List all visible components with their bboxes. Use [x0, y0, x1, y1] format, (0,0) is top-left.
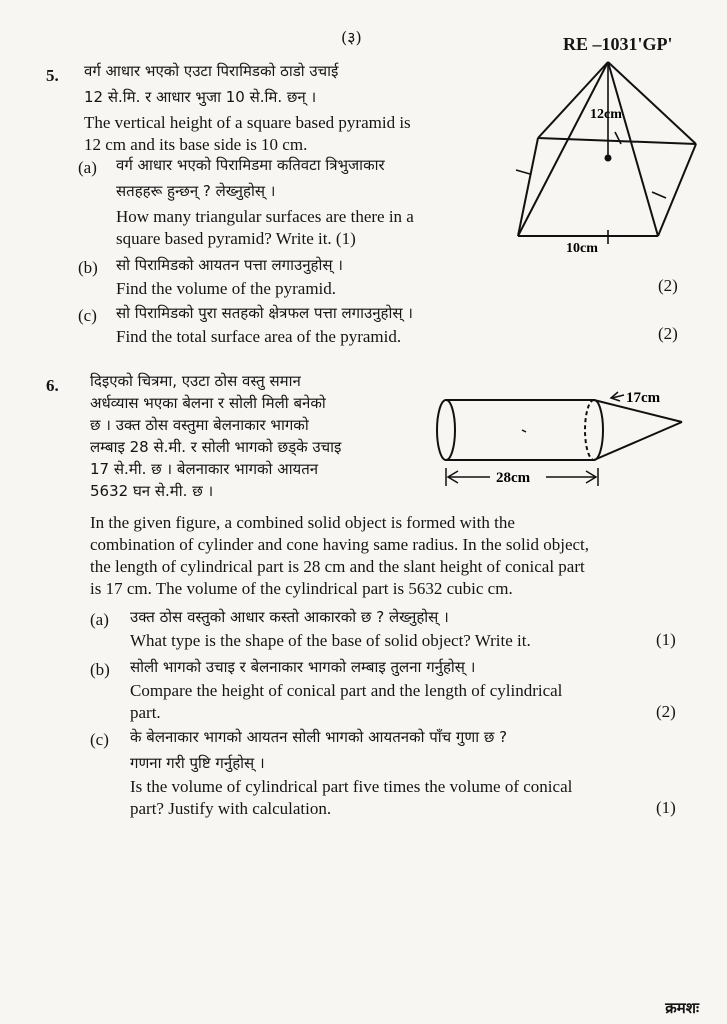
continued-marker: क्रमशः: [665, 999, 699, 1017]
pyramid-edge: [518, 62, 608, 236]
slant-height-label: 17cm: [626, 390, 661, 406]
q6a-marks: (1): [656, 630, 676, 649]
q6c-nepali-line: गणना गरी पुष्टि गर्नुहोस् ।: [130, 754, 265, 772]
cone-edge: [594, 422, 682, 460]
q5b-marks: (2): [658, 276, 678, 295]
pyramid-edge: [538, 62, 608, 138]
height-label: 12cm: [590, 107, 622, 122]
q5a-label: (a): [78, 158, 97, 177]
q6c-english-line: part? Justify with calculation.: [130, 799, 332, 818]
q6a-nepali: उक्त ठोस वस्तुको आधार कस्तो आकारको छ ? लेख्नुहोस् ।: [130, 608, 449, 626]
q6b-marks: (2): [656, 702, 676, 721]
question-6-english-intro: [90, 512, 700, 600]
pyramid-base-center: [605, 155, 612, 162]
question-5-number: 5.: [46, 66, 59, 85]
pyramid-base-edge: [518, 138, 538, 236]
q6b-english-line: part.: [130, 703, 161, 722]
q6c-nepali-line: के बेलनाकार भागको आयतन सोली भागको आयतनको पाँच गुणा छ ?: [130, 728, 508, 746]
tick-mark: [615, 132, 621, 144]
q6b-nepali: सोली भागको उचाइ र बेलनाकार भागको लम्बाइ तुलना गर्नुहोस् ।: [130, 658, 476, 676]
question-6-number: 6.: [46, 376, 59, 395]
q6a-english: What type is the shape of the base of solid object? Write it.: [130, 631, 531, 650]
q6a-text: [130, 604, 650, 652]
q6-nepali-line: 17 से.मी. छ । बेलनाकार भागको आयतन: [90, 460, 319, 478]
q6-nepali-line: छ । उक्त ठोस वस्तुमा बेलनाकार भागको: [90, 416, 309, 434]
cylinder-right-end-hidden: [585, 400, 594, 460]
q6-english-line: the length of cylindrical part is 28 cm and the slant height of conical part: [90, 557, 585, 576]
page-number: (३): [341, 28, 362, 47]
base-label: 10cm: [566, 241, 598, 256]
cylinder-cone-figure: [434, 382, 694, 492]
q6c-label: (c): [90, 730, 109, 749]
question-6-nepali-intro: [90, 370, 430, 502]
q5-english-line: 12 cm and its base side is 10 cm.: [84, 135, 308, 154]
q6c-text: [130, 724, 690, 820]
cylinder-left-end: [437, 400, 455, 460]
tick-mark: [516, 170, 530, 174]
pyramid-edge: [608, 62, 696, 144]
q6-nepali-line: 5632 घन से.मी. छ ।: [90, 482, 214, 500]
q5c-nepali: सो पिरामिडको पुरा सतहको क्षेत्रफल पत्ता लगाउनुहोस् ।: [116, 304, 413, 322]
length-label: 28cm: [496, 470, 531, 486]
pyramid-figure: [510, 52, 710, 262]
pyramid-edge: [608, 62, 658, 236]
q5c-text: [116, 300, 556, 348]
q5c-marks: (2): [658, 324, 678, 343]
q6-nepali-line: दिइएको चित्रमा, एउटा ठोस वस्तु समान: [90, 372, 301, 390]
q6c-english-line: Is the volume of cylindrical part five times the volume of conical: [130, 777, 573, 796]
q6c-marks: (1): [656, 798, 676, 817]
paper-code: RE –1031'GP': [563, 34, 673, 54]
question-5-stem: [84, 58, 504, 156]
q5a-nepali-line: सतहहरू हुन्छन् ? लेख्नुहोस् ।: [116, 182, 276, 200]
tick-mark: [652, 192, 666, 198]
q5c-label: (c): [78, 306, 97, 325]
q5-nepali-line: 12 से.मि. र आधार भुजा 10 से.मि. छन् ।: [84, 88, 317, 106]
q6-english-line: In the given figure, a combined solid object is formed with the: [90, 513, 515, 532]
pyramid-base-edge: [538, 138, 696, 144]
q5a-nepali-line: वर्ग आधार भएको पिरामिडमा कतिवटा त्रिभुजाकार: [116, 156, 385, 174]
q6-nepali-line: लम्बाइ 28 से.मी. र सोली भागको छड्के उचाइ: [90, 438, 342, 456]
q5b-english: Find the volume of the pyramid.: [116, 279, 337, 298]
pyramid-base-edge: [658, 144, 696, 236]
q6b-text: [130, 654, 690, 724]
q6a-label: (a): [90, 610, 109, 629]
q6b-english-line: Compare the height of conical part and the length of cylindrical: [130, 681, 563, 700]
q5a-english-line: square based pyramid? Write it. (1): [116, 229, 356, 248]
q5a-text: [116, 152, 516, 250]
q6-nepali-line: अर्धव्यास भएका बेलना र सोली मिली बनेको: [90, 394, 326, 412]
q5b-nepali: सो पिरामिडको आयतन पत्ता लगाउनुहोस् ।: [116, 256, 343, 274]
q6-english-line: combination of cylinder and cone having same radius. In the solid object,: [90, 535, 590, 554]
cylinder-right-end: [594, 400, 603, 460]
q5b-text: [116, 252, 536, 300]
center-mark: [522, 430, 526, 432]
q5a-english-line: How many triangular surfaces are there in a: [116, 207, 414, 226]
q5b-label: (b): [78, 258, 98, 277]
q5c-english: Find the total surface area of the pyramid.: [116, 327, 402, 346]
q6-english-line: is 17 cm. The volume of the cylindrical part is 5632 cubic cm.: [90, 579, 513, 598]
q5-english-line: The vertical height of a square based pyramid is: [84, 113, 411, 132]
q5-nepali-line: वर्ग आधार भएको एउटा पिरामिडको ठाडो उचाई: [84, 62, 339, 80]
q6b-label: (b): [90, 660, 110, 679]
